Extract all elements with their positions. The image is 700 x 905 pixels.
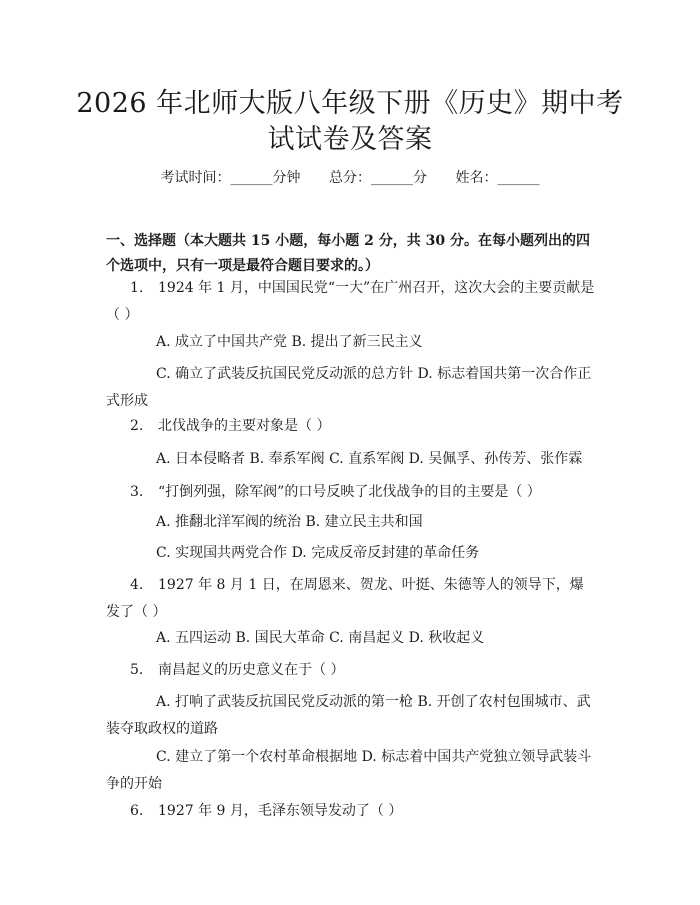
exam-time-field: 考试时间：______分钟	[160, 170, 301, 186]
question-4	[106, 572, 596, 626]
question-5-options-row-1: A. 打响了武装反抗国民党反动派的第一枪 B. 开创了农村包围城市、武装夺取政权的道路	[106, 694, 591, 737]
student-name-field: 姓名：______	[455, 170, 540, 186]
question-number: 6.	[130, 803, 144, 819]
question-2	[106, 413, 596, 440]
question-number: 1.	[130, 280, 144, 296]
question-text: “打倒列强，除军阀”的口号反映了北伐战争的目的主要是（ ）	[158, 484, 541, 500]
question-3-options-row-1: A. 推翻北洋军阀的统治 B. 建立民主共和国	[156, 514, 423, 530]
question-3-options-row-2: C. 实现国共两党合作 D. 完成反帝反封建的革命任务	[156, 545, 480, 561]
question-2-options-row-1: A. 日本侵略者 B. 奉系军阀 C. 直系军阀 D. 吴佩孚、孙传芳、张作霖	[156, 451, 583, 467]
question-text: 南昌起义的历史意义在于（ ）	[158, 662, 345, 678]
total-score-field: 总分：______分	[329, 170, 427, 186]
exam-info-row	[100, 167, 600, 187]
question-5	[106, 657, 596, 684]
question-number: 5.	[130, 662, 144, 678]
question-text: 1927 年 8 月 1 日，在周恩来、贺龙、叶挺、朱德等人的领导下，爆发了（ ）	[106, 577, 584, 620]
question-1-options-row-1: A. 成立了中国共产党 B. 提出了新三民主义	[156, 334, 423, 350]
question-number: 4.	[130, 577, 144, 593]
question-3	[106, 479, 596, 506]
question-1	[106, 275, 596, 329]
question-text: 北伐战争的主要对象是（ ）	[158, 418, 331, 434]
question-number: 3.	[130, 484, 144, 500]
section-heading: 一、选择题（本大题共 15 小题，每小题 2 分，共 30 分。在每小题列出的四个选项中，只有一项是最符合题目要求的。）	[106, 233, 590, 274]
question-text: 1924 年 1 月，中国国民党“一大”在广州召开，这次大会的主要贡献是（ ）	[106, 280, 595, 323]
question-text: 1927 年 9 月，毛泽东领导发动了（ ）	[158, 803, 403, 819]
exam-title-line-2: 试试卷及答案	[267, 124, 433, 155]
question-6	[106, 798, 596, 825]
question-5-options-row-2: C. 建立了第一个农村革命根据地 D. 标志着中国共产党独立领导武装斗争的开始	[106, 749, 592, 792]
exam-title-line-1: 2026 年北师大版八年级下册《历史》期中考	[76, 88, 624, 119]
question-number: 2.	[130, 418, 144, 434]
question-4-options-row-1: A. 五四运动 B. 国民大革命 C. 南昌起义 D. 秋收起义	[156, 630, 485, 646]
question-1-options-row-2: C. 确立了武装反抗国民党反动派的总方针 D. 标志着国共第一次合作正式形成	[106, 366, 592, 409]
